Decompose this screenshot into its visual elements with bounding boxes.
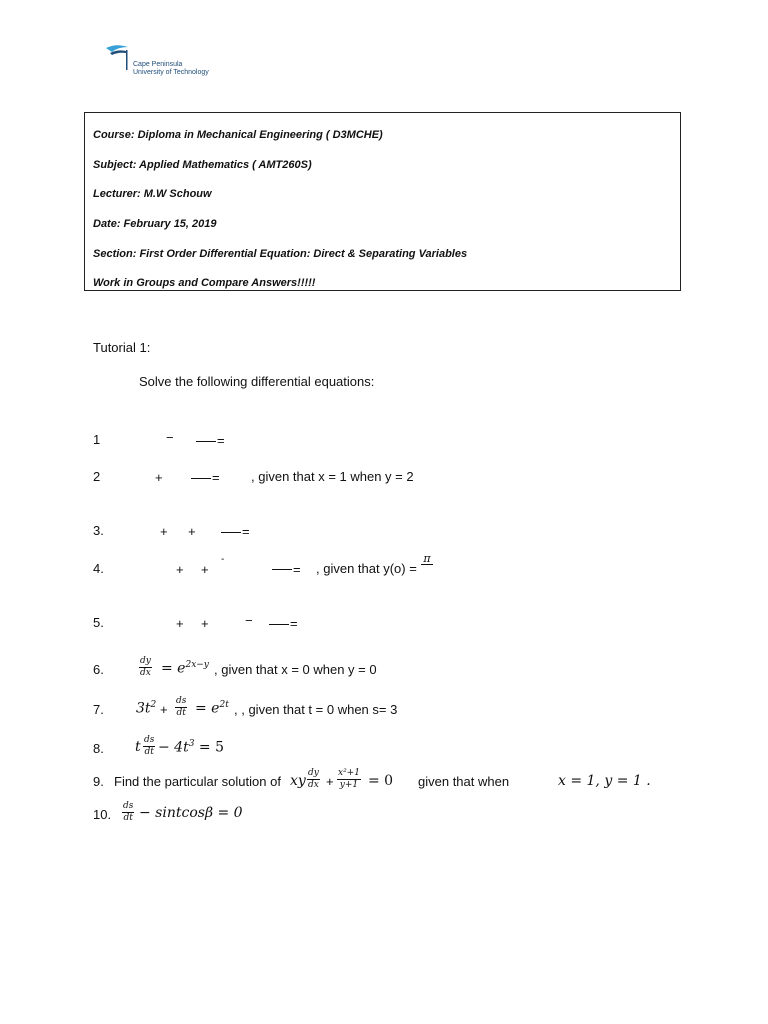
fraction-bar [221,532,241,533]
tutorial-instruction: Solve the following differential equations: [139,374,375,389]
fraction-denominator: dt [144,747,154,757]
operator: + [176,562,184,577]
problem-number: 6. [93,662,104,677]
equation-rhs: = 5 [194,739,224,756]
note-line: Work in Groups and Compare Answers!!!!! [93,277,316,289]
operator: = [212,470,220,485]
lhs-exponent: 2 [150,700,157,710]
logo-swoosh-icon [104,44,134,74]
fraction-denominator: y+1 [339,780,359,790]
rest-exponent: 3 [188,739,195,749]
operator: + [176,616,184,631]
problem-number: 8. [93,741,104,756]
fraction-bar [191,478,211,479]
pi-fraction [421,553,433,576]
equation-rest [158,739,224,756]
derivative-fraction [143,735,155,758]
section-line: Section: First Order Differential Equation: Direct & Separating Variables [93,248,468,260]
problem-number: 7. [93,702,104,717]
problem-number: 10. [93,807,112,822]
operator: − [166,430,174,445]
fraction-denominator: dt [176,708,186,718]
rhs-exponent: 2x−y [185,660,209,670]
rhs-exponent: 2t [219,700,229,710]
problem-condition: , , given that t = 0 when s= 3 [234,702,398,717]
fraction-bar [272,569,292,570]
problem-number: 5. [93,615,104,630]
derivative-fraction [307,768,320,791]
operator: + [155,470,163,485]
problem-number: 1 [93,432,101,447]
operator: = [242,524,250,539]
problem-number: 9. [93,774,104,789]
equation-term: t [135,739,141,755]
fraction-numerator: ds [144,735,155,745]
rest-term: − 4t [158,739,189,756]
operator: = [293,562,301,577]
problem-condition: , given that x = 1 when y = 2 [251,469,414,484]
problem-condition: , given that x = 0 when y = 0 [214,662,377,677]
operator: + [160,524,168,539]
operator: + [188,524,196,539]
date-line: Date: February 15, 2019 [93,218,217,230]
lhs-term: 3t [136,700,151,717]
second-fraction [337,768,361,791]
operator: + [160,702,168,717]
equation-rhs [195,700,229,717]
equation-lhs [136,700,156,717]
fraction-numerator: x²+1 [338,768,360,778]
logo-line-1: Cape Peninsula [133,61,183,68]
fraction-bar [196,441,216,442]
cput-logo [104,44,234,84]
course-line: Course: Diploma in Mechanical Engineering ( D3MCHE) [93,129,383,141]
operator: = [290,616,298,631]
course-info-box [84,112,681,291]
lecturer-line: Lecturer: M.W Schouw [93,188,212,200]
operator: + [201,562,209,577]
fraction-denominator: dx [140,668,151,678]
subject-line: Subject: Applied Mathematics ( AMT260S) [93,159,312,171]
tutorial-title: Tutorial 1: [93,340,151,355]
operator: + [201,616,209,631]
rhs-base: = e [195,700,220,717]
fraction-numerator: dy [140,656,151,666]
fraction-denominator: dx [308,780,319,790]
derivative-fraction [139,656,152,679]
fraction-numerator: dy [308,768,319,778]
derivative-fraction [175,696,187,719]
pi-symbol: π [421,553,433,565]
problem-number: 3. [93,523,104,538]
logo-line-2: University of Technology [133,69,209,76]
operator: = [217,433,225,448]
rhs-base: = e [161,660,186,677]
operator: − [245,613,253,628]
problem-text: Find the particular solution of [114,774,281,789]
problem-condition: , given that y(o) = [316,561,417,576]
operator: + [326,774,334,789]
problem-number: 4. [93,561,104,576]
fraction-numerator: ds [176,696,187,706]
problem-given-text: given that when [418,774,510,789]
fraction-denominator: dt [123,813,133,823]
problem-number: 2 [93,469,101,484]
fraction-numerator: ds [123,801,134,811]
derivative-fraction [122,801,134,824]
equation-rhs [161,660,209,677]
equation-rhs: = 0 [368,773,394,789]
operator: - [221,554,225,565]
fraction-bar [269,624,289,625]
equation-rest: − sintcosβ = 0 [139,805,243,821]
equation-term: xy [290,773,306,789]
problem-condition: x = 1, y = 1 . [558,773,651,789]
